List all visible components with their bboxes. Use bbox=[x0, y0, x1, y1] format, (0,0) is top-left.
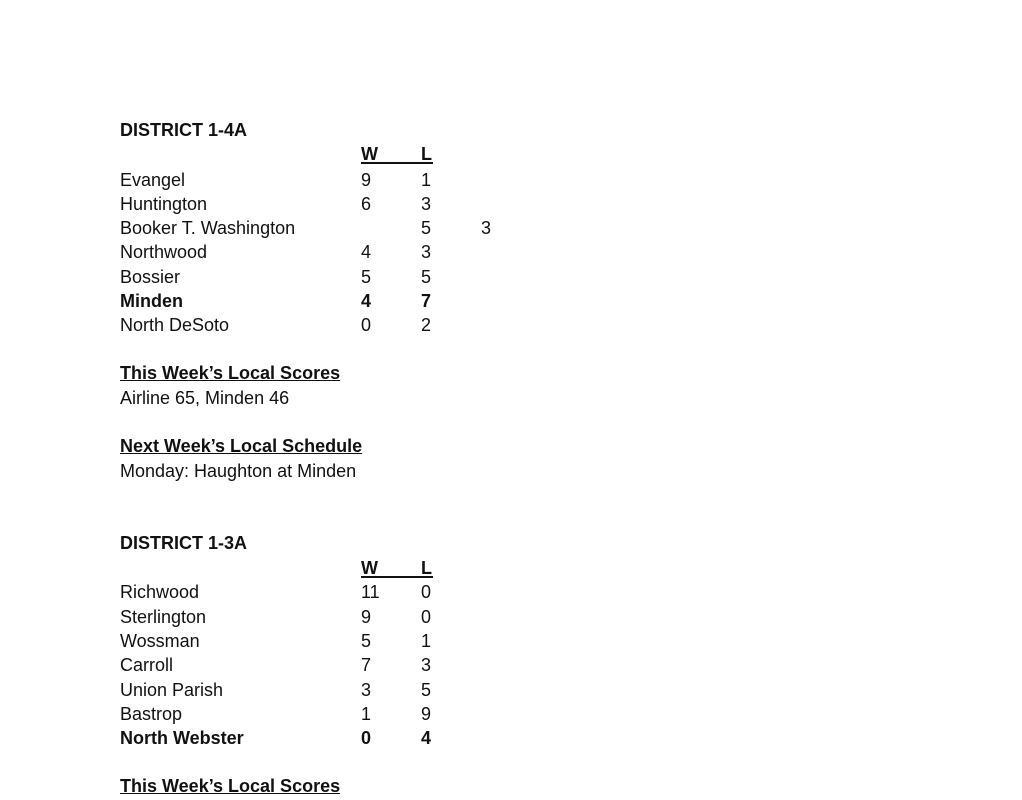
district-4a-title: DISTRICT 1-4A bbox=[120, 120, 248, 140]
team-wins: 7 bbox=[361, 655, 372, 675]
team-name: Northwood bbox=[120, 242, 208, 262]
team-name: Carroll bbox=[120, 655, 174, 675]
district-4a-col-l: L bbox=[421, 144, 432, 164]
team-name: Wossman bbox=[120, 631, 200, 651]
team-name: Bastrop bbox=[120, 704, 183, 724]
team-losses: 1 bbox=[421, 170, 432, 190]
district-4a-scores-heading: This Week’s Local Scores bbox=[120, 363, 341, 383]
district-4a-schedule-line: Monday: Haughton at Minden bbox=[120, 461, 357, 481]
team-wins: 4 bbox=[361, 291, 372, 311]
team-name: Evangel bbox=[120, 170, 186, 190]
team-wins: 4 bbox=[361, 242, 372, 262]
team-wins: 0 bbox=[361, 728, 372, 748]
team-name: Minden bbox=[120, 291, 183, 311]
team-name: North DeSoto bbox=[120, 315, 230, 335]
district-3a-col-w: W bbox=[361, 557, 421, 578]
team-wins: 9 bbox=[361, 170, 372, 190]
team-losses: 0 bbox=[421, 582, 432, 602]
district-4a-col-w: W bbox=[361, 143, 421, 164]
team-losses: 0 bbox=[421, 607, 432, 627]
team-name: Sterlington bbox=[120, 607, 207, 627]
team-losses: 4 bbox=[421, 728, 432, 748]
team-wins: 6 bbox=[361, 194, 372, 214]
team-name: Richwood bbox=[120, 582, 200, 602]
team-name: North Webster bbox=[120, 728, 244, 748]
team-losses: 7 bbox=[421, 291, 432, 311]
district-4a-schedule-heading: Next Week’s Local Schedule bbox=[120, 436, 363, 456]
team-losses: 3 bbox=[421, 655, 432, 675]
team-wins: 11 bbox=[361, 582, 380, 602]
team-wins: 5 bbox=[361, 267, 372, 287]
team-losses: 5 bbox=[421, 218, 432, 238]
team-wins: 3 bbox=[361, 680, 372, 700]
district-3a-scores-heading: This Week’s Local Scores bbox=[120, 776, 341, 796]
team-losses: 5 bbox=[421, 267, 432, 287]
team-name: Huntington bbox=[120, 194, 208, 214]
team-wins: 5 bbox=[361, 631, 372, 651]
team-losses: 3 bbox=[421, 194, 432, 214]
district-4a-score-line: Airline 65, Minden 46 bbox=[120, 388, 290, 408]
team-losses: 2 bbox=[421, 315, 432, 335]
team-wins: 1 bbox=[361, 704, 372, 724]
team-losses: 1 bbox=[421, 631, 432, 651]
team-losses: 3 bbox=[421, 242, 432, 262]
team-name: Bossier bbox=[120, 267, 181, 287]
team-name: Booker T. Washington bbox=[120, 218, 296, 238]
team-extra-value: 3 bbox=[481, 218, 492, 238]
district-3a-title: DISTRICT 1-3A bbox=[120, 533, 248, 553]
team-wins: 9 bbox=[361, 607, 372, 627]
team-name: Union Parish bbox=[120, 680, 224, 700]
district-3a-col-l: L bbox=[421, 558, 432, 578]
team-losses: 9 bbox=[421, 704, 432, 724]
team-losses: 5 bbox=[421, 680, 432, 700]
team-wins: 0 bbox=[361, 315, 372, 335]
